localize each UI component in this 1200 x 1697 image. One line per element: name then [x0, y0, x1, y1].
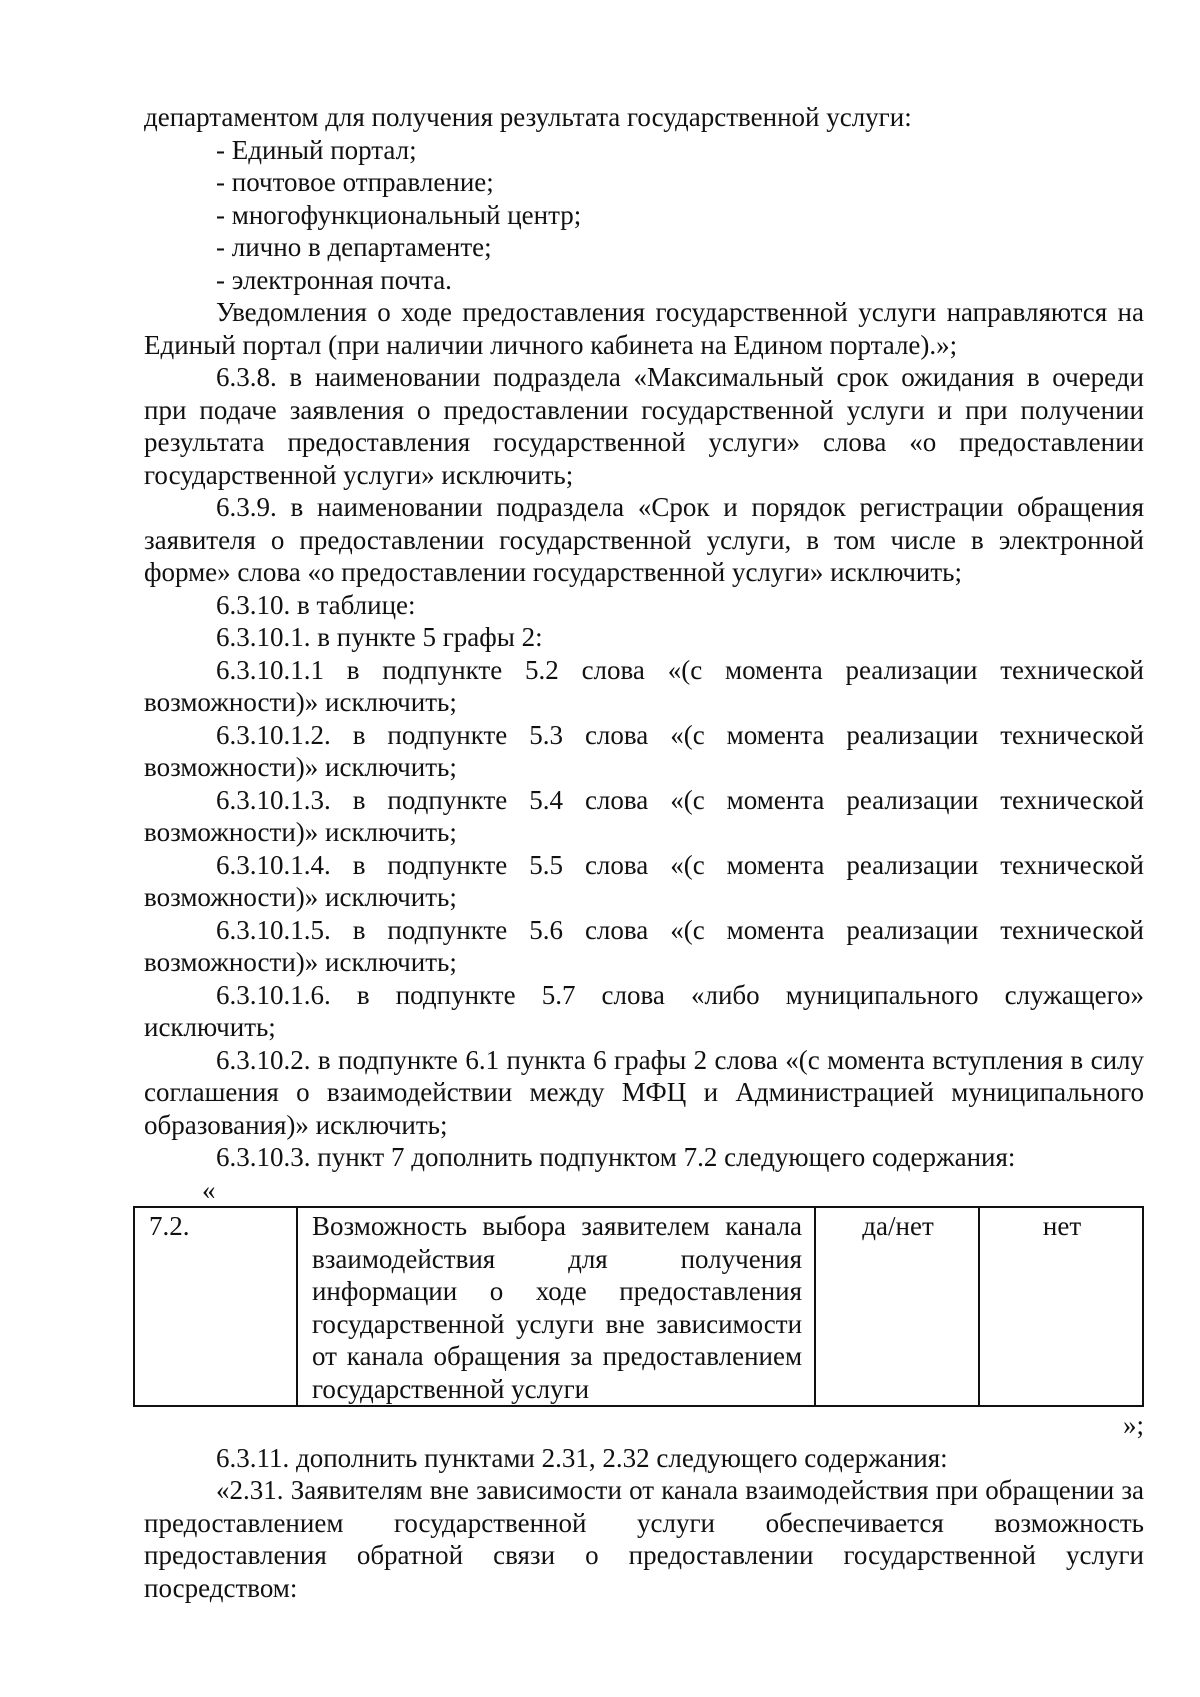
- paragraph-6-3-10-2: 6.3.10.2. в подпункте 6.1 пункта 6 графы 2 слова «(с момента вступления в силу соглашения о взаимодействии между МФЦ и Администрацией муниципального образования)» исключить;: [144, 1044, 1144, 1140]
- paragraph-notifications: Уведомления о ходе предоставления государственной услуги направляются на Единый портал (при наличии личного кабинета на Едином портале).»;: [144, 297, 1144, 360]
- quote-open-mark: «: [202, 1174, 216, 1205]
- paragraphs-bottom: [144, 1442, 1144, 1605]
- paragraph-6-3-10-1-1: 6.3.10.1.1 в подпункте 5.2 слова «(с момента реализации технической возможности)» исключить;: [144, 654, 1144, 717]
- paragraph-6-3-11: 6.3.11. дополнить пунктами 2.31, 2.32 следующего содержания:: [216, 1442, 948, 1473]
- paragraph-6-3-10-1-4: 6.3.10.1.4. в подпункте 5.5 слова «(с момента реализации технической возможности)» исключить;: [144, 849, 1144, 912]
- list-item-in-person: - лично в департаменте;: [216, 232, 492, 262]
- inserted-table: [133, 1206, 1144, 1407]
- paragraph-6-3-10-1-6: 6.3.10.1.6. в подпункте 5.7 слова «либо муниципального служащего» исключить;: [144, 979, 1144, 1042]
- paragraph-6-3-10-1: 6.3.10.1. в пункте 5 графы 2:: [216, 622, 543, 652]
- paragraph-6-3-10-1-5: 6.3.10.1.5. в подпункте 5.6 слова «(с момента реализации технической возможности)» исключить;: [144, 914, 1144, 977]
- paragraph-6-3-8: 6.3.8. в наименовании подраздела «Максимальный срок ожидания в очереди при подаче заявления о предоставлении государственной услуги и при получении результата предоставления государственной услуги» слова «о предоставлении государственной услуги» исключить;: [144, 362, 1144, 490]
- list-item-portal: - Единый портал;: [216, 134, 417, 165]
- list-item-post: - почтовое отправление;: [216, 167, 494, 197]
- table-cell-value: нет: [979, 1207, 1143, 1406]
- list-item-email: - электронная почта.: [216, 264, 452, 295]
- continuation-paragraph: департаментом для получения результата государственной услуги:: [144, 102, 912, 132]
- table-row: [134, 1207, 1143, 1406]
- paragraph-2-31: «2.31. Заявителям вне зависимости от канала взаимодействия при обращении за предоставлением государственной услуги обеспечивается возможность предоставления обратной связи о предоставлении государственной услуги посредством:: [144, 1475, 1144, 1603]
- list-item-mfc: - многофункциональный центр;: [216, 199, 582, 230]
- document-body: [144, 101, 1144, 1604]
- table-cell-unit: да/нет: [815, 1207, 979, 1406]
- paragraph-6-3-10-3: 6.3.10.3. пункт 7 дополнить подпунктом 7.2 следующего содержания:: [216, 1142, 1016, 1172]
- quote-close-mark: »;: [1122, 1410, 1144, 1440]
- paragraph-6-3-10-1-2: 6.3.10.1.2. в подпункте 5.3 слова «(с момента реализации технической возможности)» исключить;: [144, 719, 1144, 782]
- paragraphs-top: [144, 101, 1144, 1174]
- table-cell-number: 7.2.: [134, 1207, 297, 1406]
- paragraph-6-3-9: 6.3.9. в наименовании подраздела «Срок и порядок регистрации обращения заявителя о предоставлении государственной услуги, в том числе в электронной форме» слова «о предоставлении государственной услуги» исключить;: [144, 492, 1144, 587]
- paragraph-6-3-10: 6.3.10. в таблице:: [216, 589, 416, 620]
- paragraph-6-3-10-1-3: 6.3.10.1.3. в подпункте 5.4 слова «(с момента реализации технической возможности)» исключить;: [144, 784, 1144, 847]
- table-cell-description: Возможность выбора заявителем канала взаимодействия для получения информации о ходе предоставления государственной услуги вне зависимости от канала обращения за предоставлением государственной услуги: [297, 1207, 815, 1406]
